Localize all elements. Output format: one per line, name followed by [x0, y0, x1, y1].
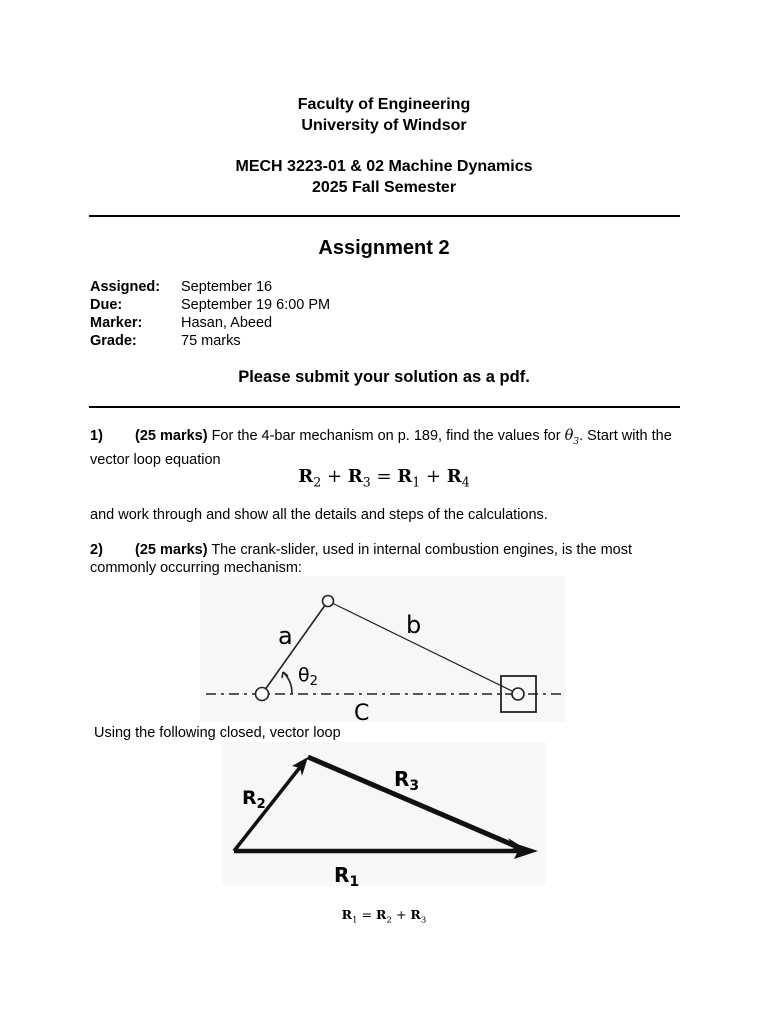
label-r1: $R_1$	[334, 863, 360, 886]
grade-label: Grade:	[90, 333, 137, 349]
label-b: b	[406, 611, 422, 639]
crank-slider-figure	[200, 576, 566, 722]
vector-loop-figure	[222, 742, 546, 886]
grade-value: 75 marks	[181, 333, 241, 349]
question-1-prompt: For the 4-bar mechanism on p. 189, find the values for	[207, 428, 565, 444]
label-r2: $R_2$	[242, 787, 266, 812]
question-1-prompt-end: . Start with the vector loop equation	[90, 428, 672, 468]
due-label: Due:	[90, 297, 123, 313]
submit-note: Please submit your solution as a pdf.	[238, 368, 530, 386]
question-2-marks: (25 marks)	[135, 542, 208, 558]
bottom-divider	[89, 406, 680, 408]
theta-3-symbol: $\theta_3$	[564, 428, 580, 447]
university-heading: University of Windsor	[301, 117, 467, 134]
label-c: C	[354, 701, 370, 722]
label-theta-2: $\theta_2$	[298, 664, 318, 689]
closed-loop-equation: $R_1 = R_2 + R_3$	[341, 907, 427, 926]
question-1-followup: and work through and show all the details and steps of the calculations.	[90, 507, 548, 523]
due-value: September 19 6:00 PM	[181, 297, 331, 313]
vector-loop-equation: $R_2 + R_3 = R_1 + R_4$	[298, 466, 470, 490]
question-2-prompt: The crank-slider, used in internal combustion engines, is the most commonly occurring mechanism:	[90, 542, 633, 576]
assigned-label: Assigned:	[90, 279, 161, 295]
semester-heading: 2025 Fall Semester	[311, 179, 457, 196]
question-1-number: 1)	[90, 428, 103, 444]
slider-pin	[512, 688, 524, 700]
question-2-number: 2)	[90, 542, 103, 558]
label-a: a	[278, 622, 293, 650]
assignment-title: Assignment 2	[318, 237, 450, 259]
marker-label: Marker:	[90, 315, 143, 331]
label-r3: $R_3$	[394, 767, 420, 794]
question-1-text	[90, 427, 686, 469]
loop-intro-text: Using the following closed, vector loop	[94, 725, 341, 741]
course-heading: MECH 3223-01 & 02 Machine Dynamics	[235, 158, 533, 175]
faculty-heading: Faculty of Engineering	[297, 96, 471, 113]
assigned-value: September 16	[181, 279, 273, 295]
top-divider	[89, 215, 680, 217]
question-1-marks: (25 marks)	[135, 428, 208, 444]
crank-pin	[323, 596, 334, 607]
ground-pin	[256, 688, 269, 701]
marker-value: Hasan, Abeed	[181, 315, 273, 331]
question-2-text	[90, 541, 686, 577]
